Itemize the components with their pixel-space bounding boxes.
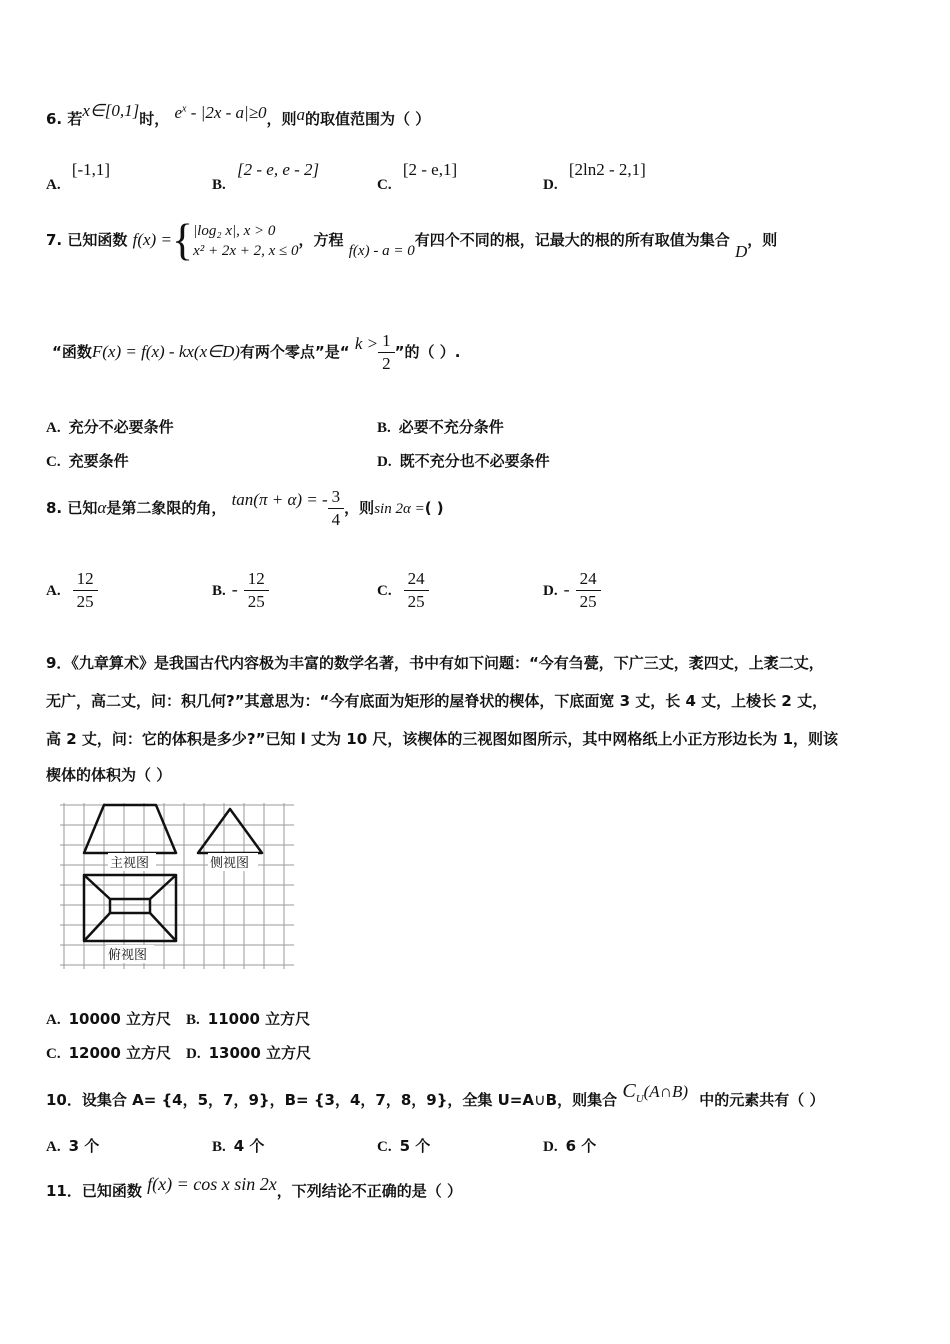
q7-option-b[interactable]: B. 必要不充分条件 [377, 418, 504, 436]
front-view-label: 主视图 [110, 856, 150, 871]
q6-stem: 6. 若x∈[0,1]时， $e^x - |2x - a|\ge 0$，则a的取值范围为（ ） [46, 101, 431, 128]
q10-option-d[interactable]: D. 6 个 [543, 1137, 597, 1155]
q8-stem: 8. 已知α是第二象限的角， tan(π + α) = - $\frac{3}{4}$ ，则sin 2α =( ) [46, 487, 444, 529]
q10-stem: 10．设集合 A= {4，5，7，9}，B= {3，4，7，8，9}，全集 U=A∪B，则集合 $C_U(A\cap B)$ 中的元素共有（ ） [46, 1080, 825, 1109]
q10-option-b[interactable]: B. 4 个 [212, 1137, 265, 1155]
fraction: $\frac{24}{25}$ [404, 568, 429, 613]
fraction: $\frac{24}{25}$ [576, 568, 601, 613]
q10-option-a[interactable]: A. 3 个 [46, 1137, 100, 1155]
top-view-label: 俯视图 [108, 948, 148, 963]
q8-option-b[interactable]: B. - $\frac{12}{25}$ [212, 568, 269, 613]
q9-stem-line-2: 无广，高二丈，问：积几何?”其意思为：“今有底面为矩形的屋脊状的楔体，下底面宽 3 丈，长 4 丈，上棱长 2 丈， [46, 692, 828, 710]
q9-stem-line-4: 楔体的体积为（ ） [46, 766, 172, 784]
q9-option-c[interactable]: C. 12000 立方尺 [46, 1044, 172, 1062]
q8-option-d[interactable]: D. - $\frac{24}{25}$ [543, 568, 601, 613]
q8-option-a[interactable]: A. $\frac{12}{25}$ [46, 568, 98, 613]
fraction: $\frac{12}{25}$ [73, 568, 98, 613]
q8-option-c[interactable]: C. $\frac{24}{25}$ [377, 568, 429, 613]
top-view-ridge-lower [84, 913, 176, 941]
top-view-ridge-upper [84, 875, 176, 899]
q6-option-c[interactable]: C. [2 - e,1] [377, 160, 458, 193]
q6-option-b[interactable]: B. [2 - e, e - 2] [212, 160, 320, 193]
fraction-three-quarters: $\frac{3}{4}$ [328, 486, 345, 531]
three-view-diagram [60, 803, 294, 969]
q6-option-a[interactable]: A. [-1,1] [46, 160, 111, 193]
side-view-label: 侧视图 [210, 856, 250, 871]
q7-option-c[interactable]: C. 充要条件 [46, 452, 129, 470]
side-view-triangle [198, 809, 262, 853]
q7-stem: 7. 已知函数 f(x) ={ |log₂ x|, x > 0 x² + 2x + 2, x ≤ 0 ，方程 f(x) - a = 0有四个不同的根，记最大的根的所有取值为集合 D，则 [46, 215, 778, 265]
q7-option-a[interactable]: A. 充分不必要条件 [46, 418, 174, 436]
piecewise-brace: { [171, 215, 194, 265]
three-view-figure [60, 803, 294, 969]
q10-option-c[interactable]: C. 5 个 [377, 1137, 431, 1155]
q9-option-a[interactable]: A. 10000 立方尺 [46, 1010, 172, 1028]
piecewise-cases: |log₂ x|, x > 0 x² + 2x + 2, x ≤ 0 [193, 222, 299, 259]
q9-stem-line-1: 9．《九章算术》是我国古代内容极为丰富的数学名著，书中有如下问题：“今有刍甍，下广三丈，袤四丈，上袤二丈， [46, 654, 824, 672]
q11-stem: 11．已知函数 f(x) = cos x sin 2x，下列结论不正确的是（ ） [46, 1174, 462, 1200]
q7-option-d[interactable]: D. 既不充分也不必要条件 [377, 452, 550, 470]
q9-stem-line-3: 高 2 丈，问：它的体积是多少?”已知 l 丈为 10 尺，该楔体的三视图如图所示，其中网格纸上小正方形边长为 1，则该 [46, 730, 839, 748]
q9-option-b[interactable]: B. 11000 立方尺 [186, 1010, 311, 1028]
front-view-trapezoid [84, 805, 176, 853]
complement-notation: $C_U(A\cap B)$ [622, 1080, 689, 1105]
q6-option-d[interactable]: D. [2ln2 - 2,1] [543, 160, 646, 193]
q7-condition-line: “函数F(x) = f(x) - kx(x∈D)有两个零点”是“ k > $\frac{1}{2}$ ”的（ ）. [52, 331, 461, 373]
fraction: $\frac{12}{25}$ [244, 568, 269, 613]
q9-option-d[interactable]: D. 13000 立方尺 [186, 1044, 312, 1062]
fraction-one-half: $\frac{1}{2}$ [378, 330, 395, 375]
